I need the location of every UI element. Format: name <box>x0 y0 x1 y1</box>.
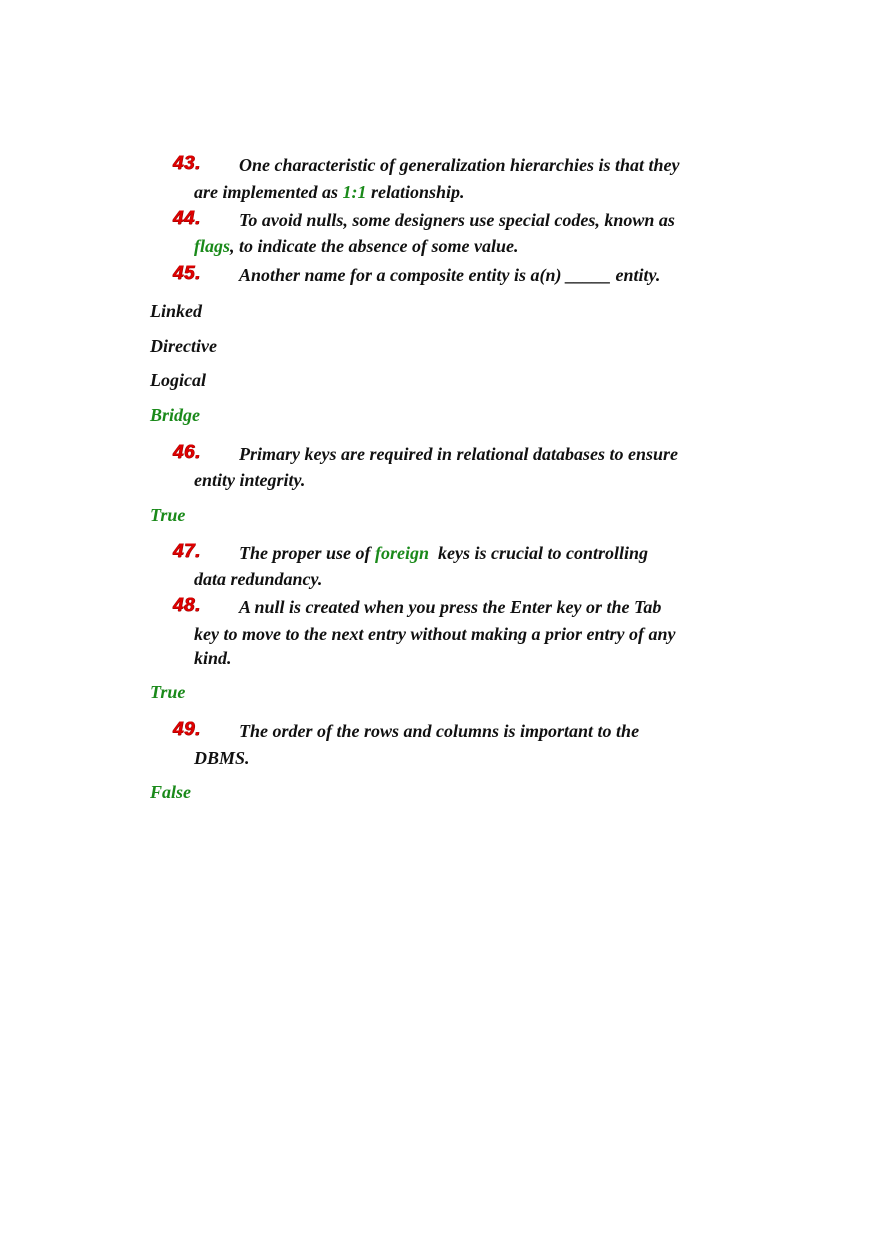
question-43-answer: 1:1 <box>342 182 367 202</box>
question-47-text-end: keys is crucial to controlling <box>429 543 649 563</box>
question-45-number: 45. <box>173 263 201 284</box>
question-47-number: 47. <box>173 541 201 562</box>
question-47-answer: foreign <box>375 543 429 563</box>
question-45-answer: Bridge <box>150 405 201 425</box>
question-45-option-2: Directive <box>150 336 217 356</box>
question-48-line-2: key to move to the next entry without making a prior entry of any <box>194 624 676 644</box>
question-45-line-1: Another name for a composite entity is a(n) _____ entity. <box>239 265 661 285</box>
question-45-option-3: Logical <box>150 370 206 390</box>
question-43-number: 43. <box>173 153 201 174</box>
question-46-number: 46. <box>173 442 201 463</box>
question-47-line-1 <box>239 541 648 565</box>
question-49-number: 49. <box>173 719 201 740</box>
question-44-line-1: To avoid nulls, some designers use special codes, known as <box>239 210 675 230</box>
question-45-option-1: Linked <box>150 301 202 321</box>
question-49-line-2: DBMS. <box>194 748 250 768</box>
question-47-line-2: data redundancy. <box>194 569 323 589</box>
question-48-number: 48. <box>173 595 201 616</box>
question-46-line-1: Primary keys are required in relational databases to ensure <box>239 444 679 464</box>
question-47-text: The proper use of <box>239 543 375 563</box>
question-48-line-1: A null is created when you press the Enter key or the Tab <box>239 597 662 617</box>
question-43-text: are implemented as <box>194 182 343 202</box>
question-43-line-1: One characteristic of generalization hierarchies is that they <box>239 155 680 175</box>
question-44-number: 44. <box>173 208 201 229</box>
question-44-answer: flags <box>194 236 230 256</box>
question-49-answer: False <box>150 782 192 802</box>
question-44-text-end: , to indicate the absence of some value. <box>230 236 519 256</box>
question-43-line-2 <box>194 180 465 204</box>
question-46-answer: True <box>150 505 186 525</box>
question-48-line-3: kind. <box>194 648 232 668</box>
question-44-line-2 <box>194 234 518 258</box>
question-46-line-2: entity integrity. <box>194 470 306 490</box>
question-43-text-end: relationship. <box>366 182 465 202</box>
question-49-line-1: The order of the rows and columns is important to the <box>239 721 640 741</box>
question-48-answer: True <box>150 682 186 702</box>
